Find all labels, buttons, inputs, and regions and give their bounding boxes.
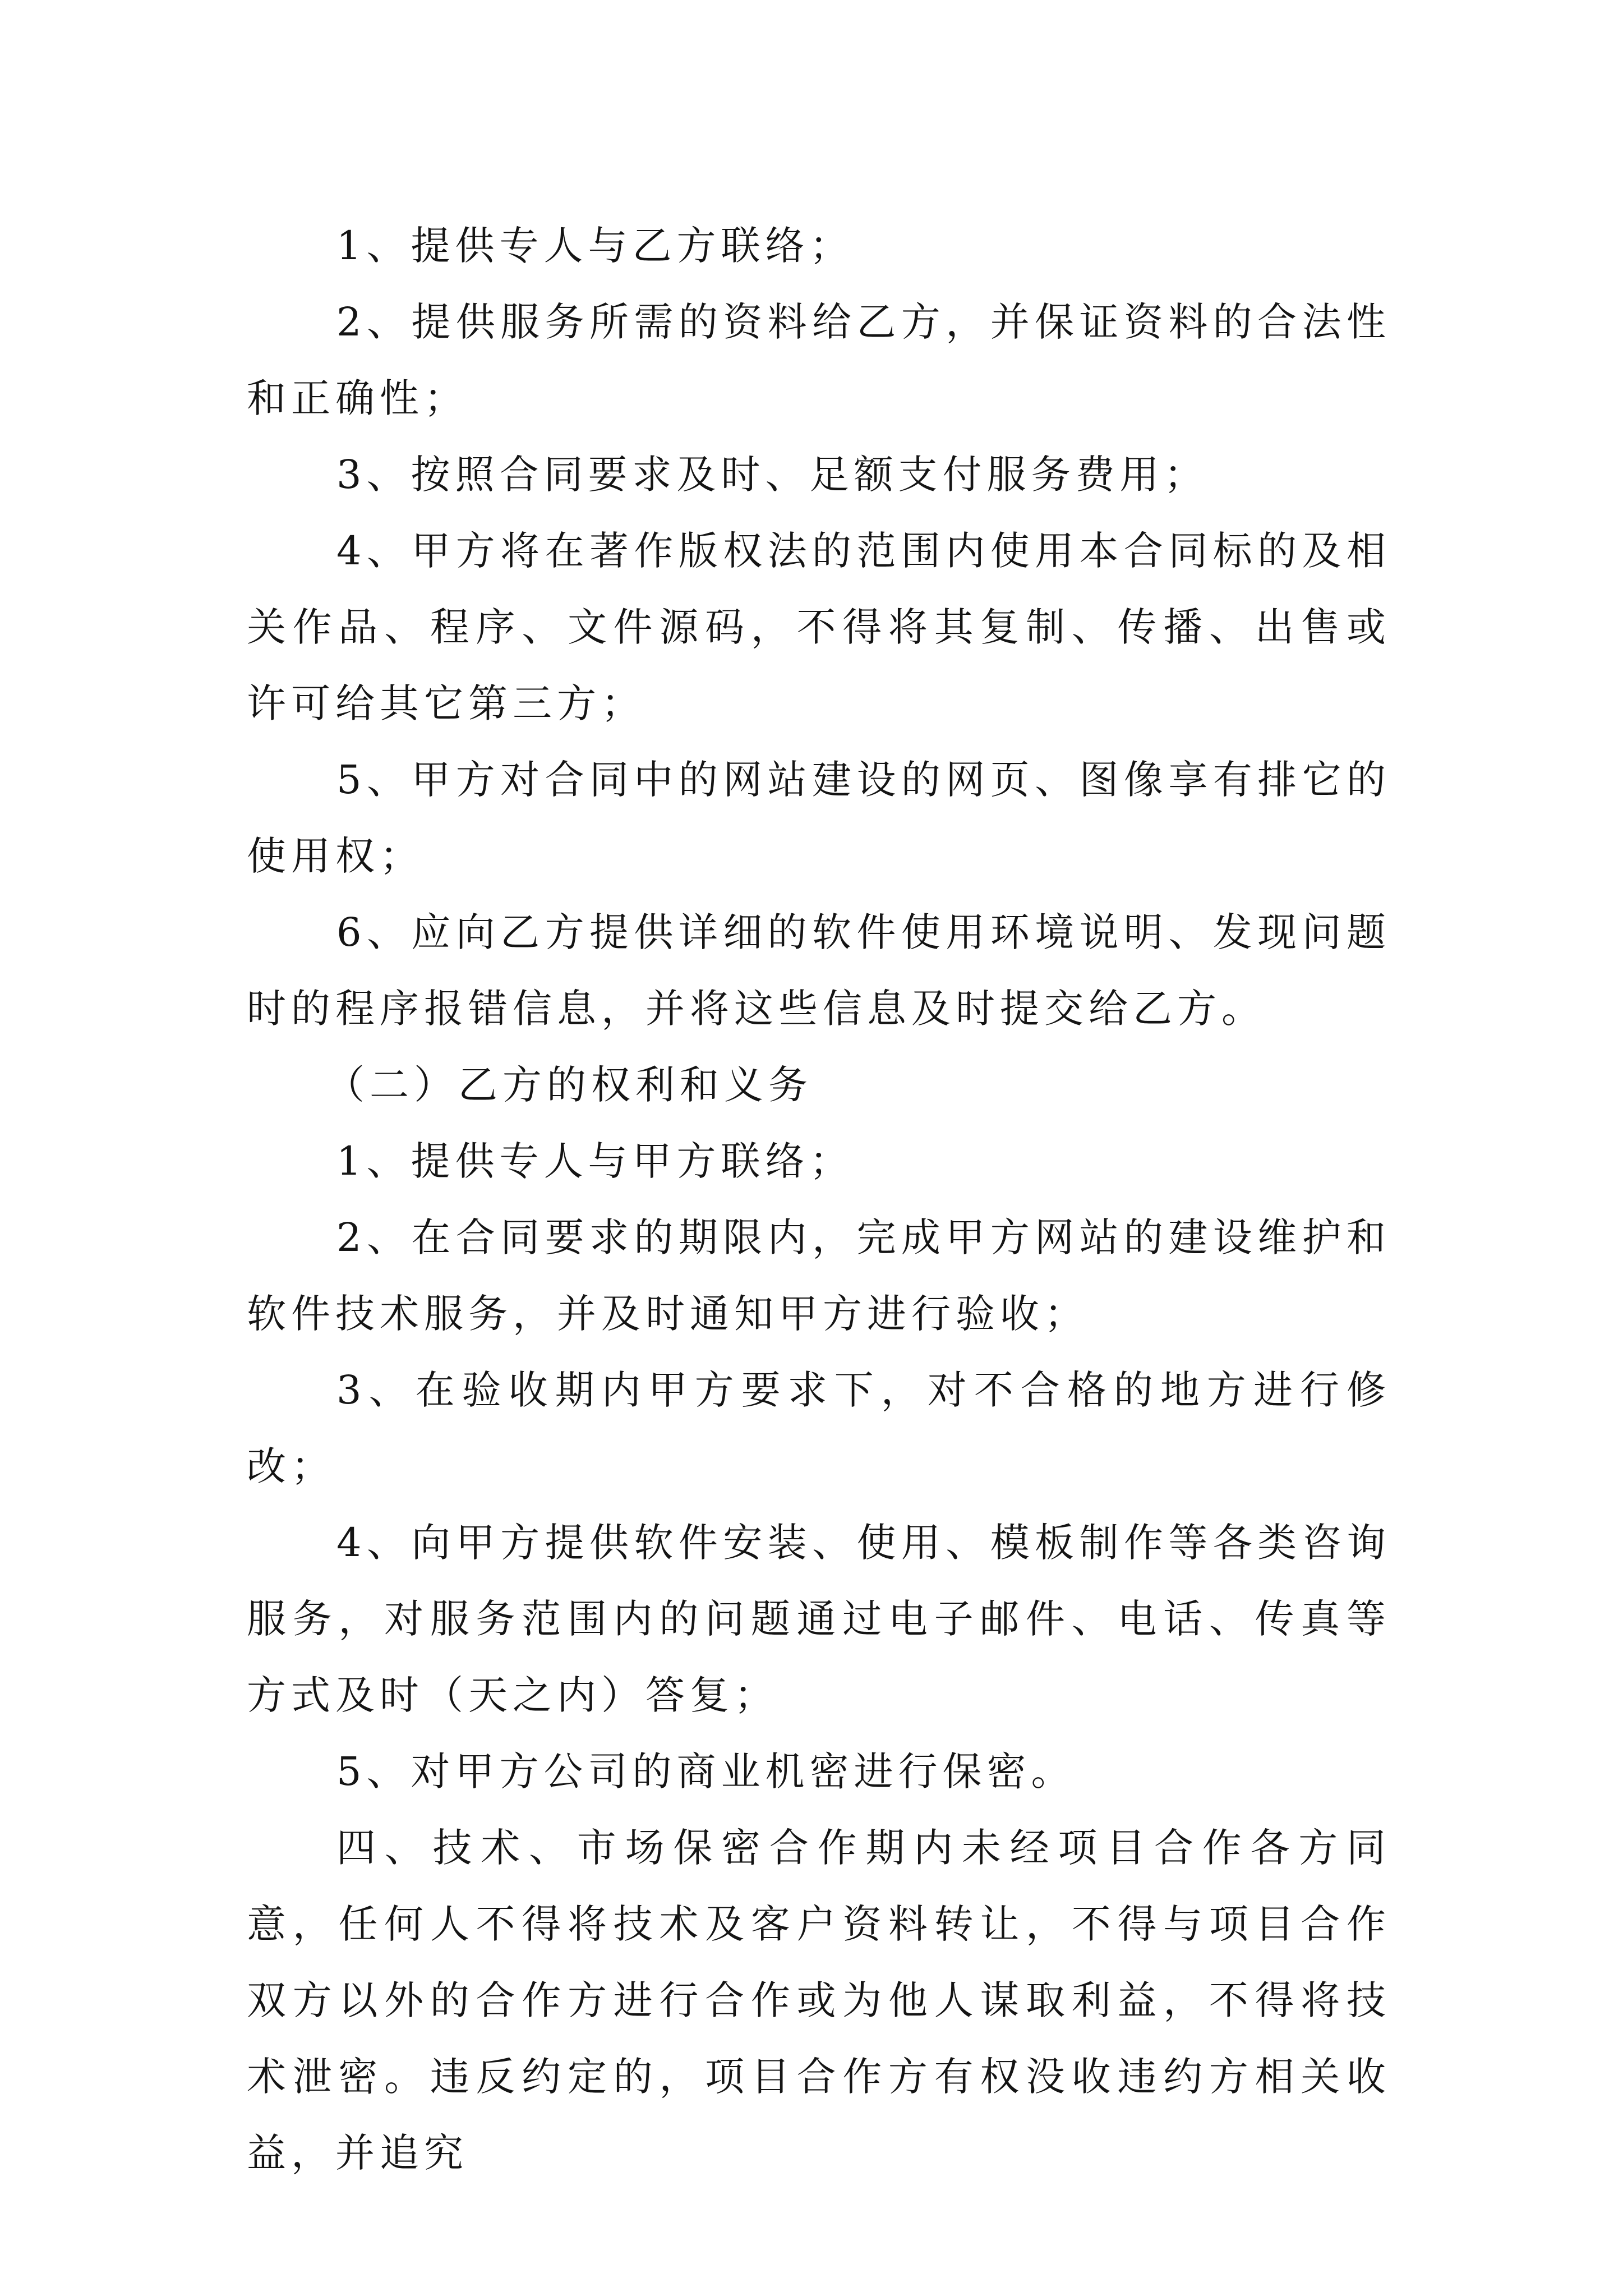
party-b-item-5: 5、对甲方公司的商业机密进行保密。 — [336, 1749, 1076, 1795]
party-b-item-4: 4、向甲方提供软件安装、使用、模板制作等各类咨询服务，对服务范围内的问题通过电子邮件、电话、传真等方式及时（天之内）答复； — [247, 1520, 1391, 1718]
party-b-item-3: 3、在验收期内甲方要求下，对不合格的地方进行修改； — [247, 1367, 1391, 1489]
party-a-item-4: 4、甲方将在著作版权法的范围内使用本合同标的及相关作品、程序、文件源码，不得将其复制、传播、出售或许可给其它第三方； — [247, 528, 1391, 726]
party-b-item-2: 2、在合同要求的期限内，完成甲方网站的建设维护和软件技术服务，并及时通知甲方进行验收； — [247, 1214, 1391, 1337]
party-a-item-3: 3、按照合同要求及时、足额支付服务费用； — [336, 452, 1209, 498]
party-b-item-1: 1、提供专人与甲方联络； — [336, 1138, 854, 1184]
party-a-item-2: 2、提供服务所需的资料给乙方，并保证资料的合法性和正确性； — [247, 299, 1391, 421]
party-a-item-5: 5、甲方对合同中的网站建设的网页、图像享有排它的使用权； — [247, 757, 1391, 879]
party-a-item-1: 1、提供专人与乙方联络； — [336, 223, 854, 269]
party-b-heading: （二）乙方的权利和义务 — [325, 1062, 813, 1108]
party-a-item-6: 6、应向乙方提供详细的软件使用环境说明、发现问题时的程序报错信息，并将这些信息及时提交给乙方。 — [247, 909, 1391, 1032]
confidentiality-clause: 四、技术、市场保密合作期内未经项目合作各方同意，任何人不得将技术及客户资料转让，不得与项目合作双方以外的合作方进行合作或为他人谋取利益，不得将技术泄密。违反约定的，项目合作方有权没收违约方相关收益，并追究 — [247, 1825, 1391, 2176]
document-body — [247, 208, 1391, 2191]
